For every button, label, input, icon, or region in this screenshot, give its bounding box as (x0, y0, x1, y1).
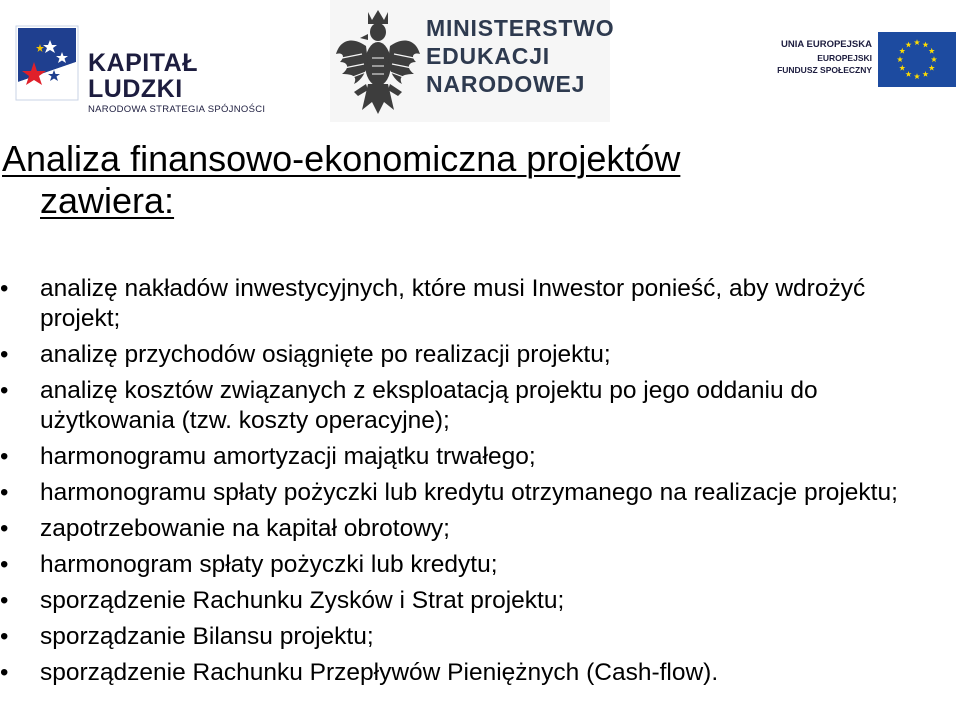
list-item (0, 340, 950, 370)
bullet-icon: • (0, 623, 9, 650)
list-item (0, 658, 950, 688)
kapital-ludzki-text (88, 50, 265, 115)
logo-bar (0, 0, 960, 122)
eu-line-2: EUROPEJSKI (817, 53, 872, 63)
kapital-ludzki-emblem-icon (10, 22, 82, 104)
eu-flag-icon (878, 32, 956, 87)
eu-logo (760, 32, 955, 92)
eu-line-1: UNIA EUROPEJSKA (781, 39, 872, 50)
bullet-icon: • (0, 479, 9, 506)
list-item-text: analizę nakładów inwestycyjnych, które musi Inwestor ponieść, aby wdrożyć projekt; (40, 275, 866, 332)
bullet-icon: • (0, 551, 9, 578)
list-item (0, 586, 950, 616)
bullet-icon: • (0, 587, 9, 614)
bullet-icon: • (0, 515, 9, 542)
eu-line-3: FUNDUSZ SPOŁECZNY (777, 65, 872, 75)
bullet-icon: • (0, 443, 9, 470)
eu-text (760, 38, 872, 76)
list-item-text: zapotrzebowanie na kapitał obrotowy; (40, 515, 450, 542)
list-item (0, 514, 950, 544)
bullet-icon: • (0, 275, 9, 302)
content-bullet-list (0, 274, 950, 694)
slide-title (0, 138, 950, 222)
ministry-text (426, 14, 614, 98)
ministry-line-2: EDUKACJI (426, 43, 550, 69)
list-item-text: sporządzenie Rachunku Przepływów Pieniężnych (Cash-flow). (40, 659, 719, 686)
kapital-ludzki-subtitle: NARODOWA STRATEGIA SPÓJNOŚCI (88, 104, 266, 115)
polish-eagle-icon (332, 6, 424, 118)
kapital-ludzki-logo (10, 22, 266, 115)
list-item-text: harmonogramu spłaty pożyczki lub kredytu otrzymanego na realizacje projektu; (40, 479, 898, 506)
list-item-text: analizę kosztów związanych z eksploatacją projektu po jego oddaniu do użytkowania (tzw. koszty operacyjne); (40, 377, 818, 434)
list-item (0, 478, 950, 508)
list-item (0, 376, 950, 436)
bullet-icon: • (0, 377, 9, 404)
bullet-icon: • (0, 659, 9, 686)
ministry-logo (330, 0, 620, 122)
slide-title-line-1: Analiza finansowo-ekonomiczna projektów (2, 138, 681, 179)
list-item (0, 622, 950, 652)
bullet-icon: • (0, 341, 9, 368)
slide-title-line-2: zawiera: (40, 180, 175, 221)
list-item (0, 442, 950, 472)
list-item-text: sporządzanie Bilansu projektu; (40, 623, 374, 650)
list-item-text: harmonogramu amortyzacji majątku trwałego; (40, 443, 536, 470)
list-item (0, 274, 950, 334)
list-item-text: harmonogram spłaty pożyczki lub kredytu; (40, 551, 498, 578)
ministry-line-1: MINISTERSTWO (426, 15, 615, 41)
list-item (0, 550, 950, 580)
kapital-ludzki-title: KAPITAŁ LUDZKI (88, 49, 198, 103)
ministry-line-3: NARODOWEJ (426, 71, 586, 97)
list-item-text: analizę przychodów osiągnięte po realizacji projektu; (40, 341, 611, 368)
list-item-text: sporządzenie Rachunku Zysków i Strat projektu; (40, 587, 565, 614)
